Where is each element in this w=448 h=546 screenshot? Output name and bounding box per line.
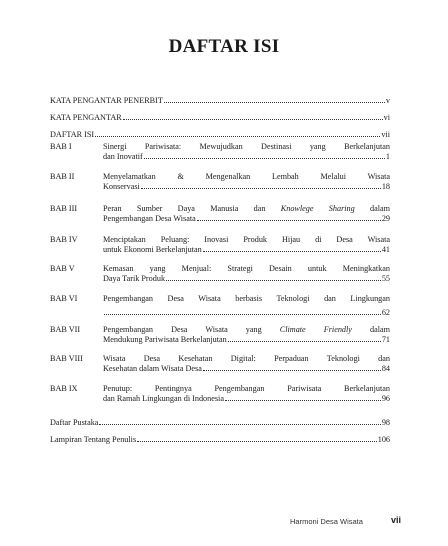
toc-chapter-bab-3[interactable] xyxy=(50,204,390,232)
chapter-title-line1: Pengembangan Desa Wisata berbasis Teknologi dan Lingkungan xyxy=(103,294,390,303)
chapter-title-line2: Daya Tarik Produk xyxy=(103,274,166,283)
toc-chapter-bab-7[interactable] xyxy=(50,325,390,353)
leader-dots xyxy=(197,213,381,221)
chapter-title-line2: Mendukung Pariwisata Berkelanjutan xyxy=(103,335,227,344)
chapter-page: 62 xyxy=(381,308,390,317)
chapter-title-part: dalam xyxy=(354,204,390,213)
chapter-title-line2: untuk Ekonomi Berkelanjutan xyxy=(103,245,202,254)
footer-page-number: vii xyxy=(391,515,402,525)
chapter-number: BAB VIII xyxy=(50,354,83,363)
leader-dots xyxy=(104,307,381,315)
leader-dots xyxy=(228,334,381,342)
leader-dots xyxy=(164,95,385,103)
chapter-title-line1: Menyelamatkan & Mengenalkan Lembah Melalui Wisata xyxy=(103,172,390,181)
chapter-number: BAB III xyxy=(50,204,78,213)
leader-dots xyxy=(225,393,381,401)
chapter-title-italic: Climate Friendly xyxy=(279,325,352,334)
chapter-title-line1 xyxy=(103,204,390,213)
chapter-title-line2: Pengembangan Desa Wisata xyxy=(103,214,196,223)
toc-entry-page: vii xyxy=(381,130,390,139)
leader-dots xyxy=(123,112,383,120)
toc-entry-label: DAFTAR ISI xyxy=(50,130,95,139)
toc-chapter-bab-1[interactable] xyxy=(50,142,390,170)
toc-entry-page: v xyxy=(385,96,390,105)
page-title: DAFTAR ISI xyxy=(168,36,280,57)
chapter-page: 1 xyxy=(385,152,390,161)
chapter-page: 41 xyxy=(381,245,390,254)
chapter-page: 84 xyxy=(381,364,390,373)
chapter-title-part: Pengembangan Desa Wisata yang xyxy=(103,325,280,334)
leader-dots xyxy=(99,417,380,425)
footer-book-title: Harmoni Desa Wisata xyxy=(290,517,363,526)
leader-dots xyxy=(203,363,381,371)
chapter-number: BAB IX xyxy=(50,384,78,393)
toc-entry-kata-pengantar-penerbit[interactable] xyxy=(50,94,390,105)
leader-dots xyxy=(166,273,381,281)
toc-entry-daftar-pustaka[interactable] xyxy=(50,416,390,427)
toc-chapter-bab-6[interactable] xyxy=(50,294,390,322)
toc-entry-label: Lampiran Tentang Penulis xyxy=(50,435,137,444)
chapter-number: BAB VI xyxy=(50,294,78,303)
leader-dots xyxy=(95,129,380,137)
chapter-number: BAB V xyxy=(50,264,75,273)
toc-entry-label: Daftar Pustaka xyxy=(50,418,99,427)
toc-entry-page: 106 xyxy=(377,435,390,444)
toc-chapter-bab-4[interactable] xyxy=(50,235,390,263)
chapter-title-line1 xyxy=(103,325,390,334)
chapter-page: 96 xyxy=(381,394,390,403)
chapter-number: BAB VII xyxy=(50,325,81,334)
toc-entry-page: 98 xyxy=(381,418,390,427)
chapter-title-line1: Penutup: Pentingnya Pengembangan Pariwisata Berkelanjutan xyxy=(103,384,390,393)
toc-chapter-bab-9[interactable] xyxy=(50,384,390,412)
chapter-title-part: dalam xyxy=(351,325,390,334)
leader-dots xyxy=(144,151,385,159)
chapter-title-line2: Konservasi xyxy=(103,182,140,191)
toc-entry-lampiran[interactable] xyxy=(50,433,390,444)
chapter-title-line2: dan Inovatif xyxy=(103,152,143,161)
toc-entry-kata-pengantar[interactable] xyxy=(50,111,390,122)
leader-dots xyxy=(203,244,381,252)
chapter-page: 18 xyxy=(381,182,390,191)
chapter-title-line1: Wisata Desa Kesehatan Digital: Perpaduan Teknologi dan xyxy=(103,354,390,363)
chapter-title-line2: Kesehatan dalam Wisata Desa xyxy=(103,364,202,373)
chapter-page: 71 xyxy=(381,335,390,344)
toc-entry-page: vi xyxy=(383,113,390,122)
chapter-page: 29 xyxy=(381,214,390,223)
leader-dots xyxy=(141,181,381,189)
toc-entry-daftar-isi[interactable] xyxy=(50,128,390,139)
chapter-title-line1: Sinergi Pariwisata: Mewujudkan Destinasi yang Berkelanjutan xyxy=(103,142,390,151)
toc-chapter-bab-2[interactable] xyxy=(50,172,390,200)
chapter-number: BAB II xyxy=(50,172,75,181)
chapter-title-line2: dan Ramah Lingkungan di Indonesia xyxy=(103,394,224,403)
chapter-number: BAB I xyxy=(50,142,72,151)
chapter-title-line1: Kemasan yang Menjual: Strategi Desain untuk Meningkatkan xyxy=(103,264,390,273)
chapter-title-italic: Knowlege Sharing xyxy=(280,204,355,213)
toc-chapter-bab-5[interactable] xyxy=(50,264,390,292)
toc-chapter-bab-8[interactable] xyxy=(50,354,390,382)
leader-dots xyxy=(137,434,377,442)
toc-entry-label: KATA PENGANTAR xyxy=(50,113,122,122)
chapter-page: 55 xyxy=(381,274,390,283)
chapter-title-line1: Menciptakan Peluang: Inovasi Produk Hijau di Desa Wisata xyxy=(103,235,390,244)
chapter-number: BAB IV xyxy=(50,235,78,244)
toc-entry-label: KATA PENGANTAR PENERBIT xyxy=(50,96,163,105)
chapter-title-part: Peran Sumber Daya Manusia dan xyxy=(103,204,281,213)
